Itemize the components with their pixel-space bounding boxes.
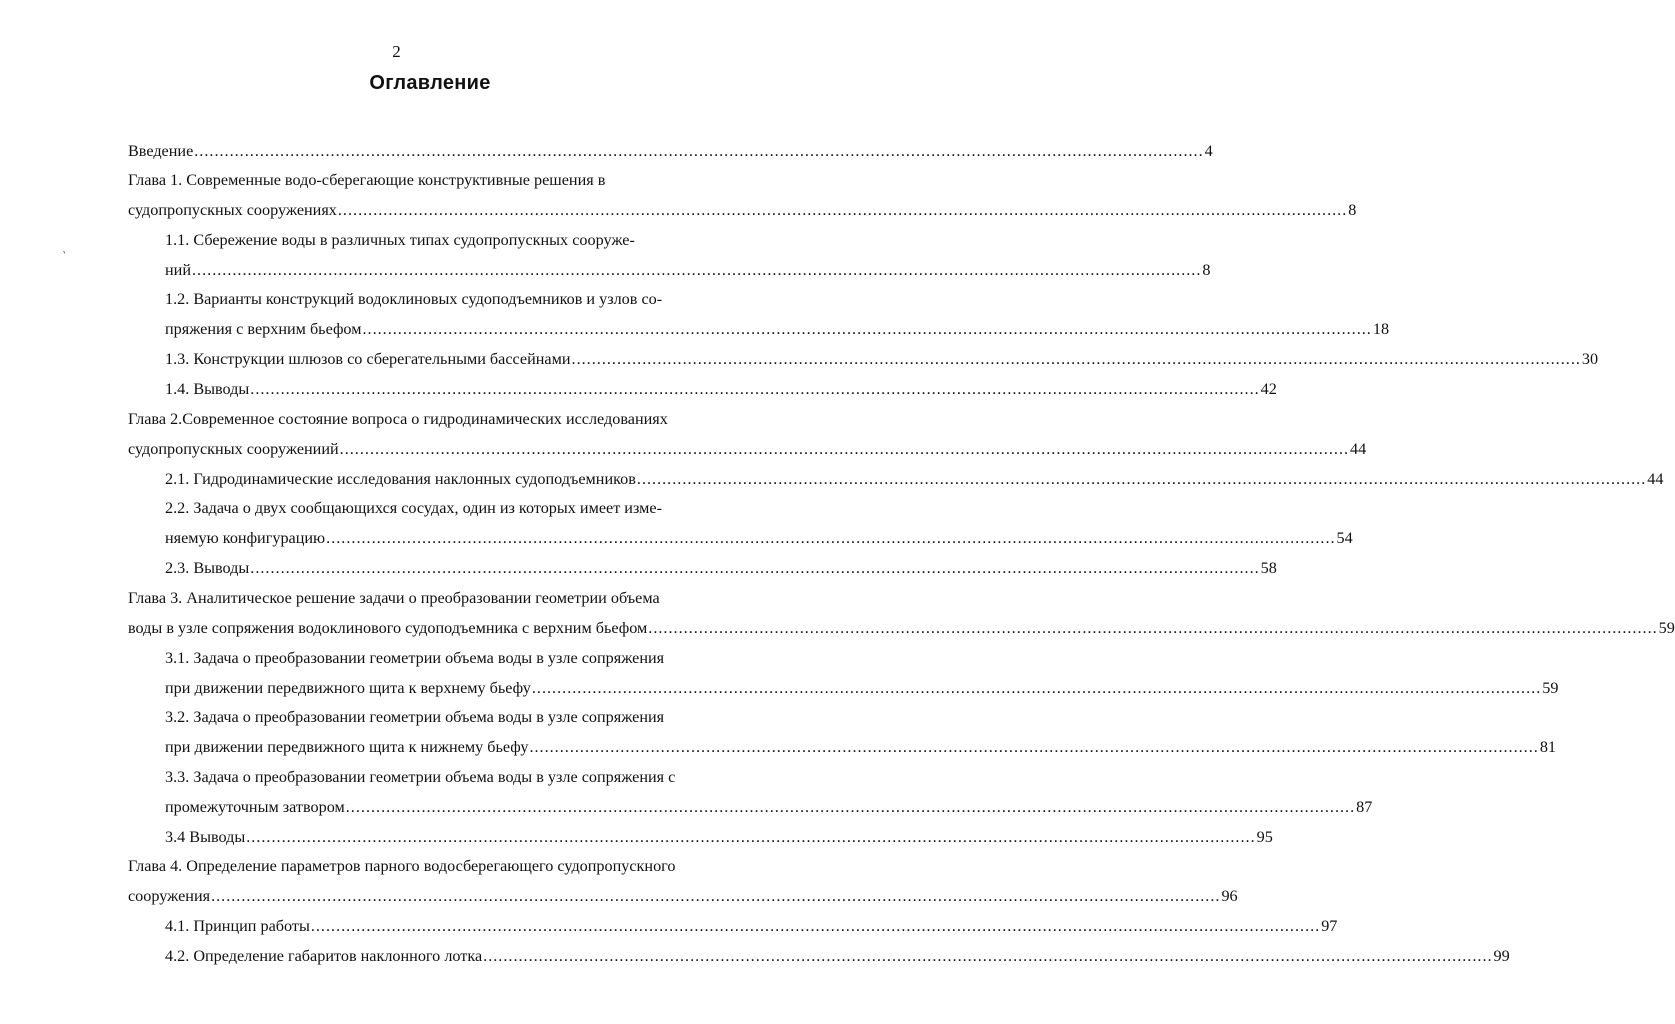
toc-page-number: 99 (1493, 947, 1510, 965)
toc-entry-text: Глава 2.Современное состояние вопроса о гидродинамических исследованиях (128, 410, 668, 428)
toc-entry (165, 376, 1277, 402)
toc-page-number: 96 (1221, 887, 1238, 905)
toc-entry (165, 913, 1338, 939)
toc-page-number: 8 (1348, 201, 1357, 219)
dot-leader: ........................................................................................................................................................................................................ (211, 887, 1221, 905)
toc-entry-text: 1.1. Сбережение воды в различных типах судопропускных сооруже- (165, 231, 635, 249)
toc-page-number: 30 (1581, 350, 1599, 368)
toc-entry-text: Глава 4. Определение параметров парного водосберегающего судопропускного (128, 857, 676, 875)
toc-page-number: 44 (1647, 470, 1664, 488)
dot-leader: ........................................................................................................................................................................................................ (636, 470, 1647, 488)
toc-entry (128, 883, 1238, 909)
toc-entry-text: 3.3. Задача о преобразовании геометрии объема воды в узле сопряжения с (165, 768, 676, 786)
dot-leader: ........................................................................................................................................................................................................ (326, 529, 1336, 547)
toc-entry (165, 824, 1273, 850)
dot-leader: ........................................................................................................................................................................................................ (362, 320, 1372, 338)
toc-page-number: 59 (1658, 619, 1675, 637)
toc-entry (165, 675, 1559, 701)
toc-page-number: 8 (1202, 261, 1211, 279)
toc-entry-text: судопропускных сооружениий (128, 440, 339, 458)
toc-page-number: 81 (1539, 738, 1556, 756)
dot-leader: ........................................................................................................................................................................................................ (246, 828, 1256, 846)
toc-page-number: 97 (1321, 917, 1338, 935)
dot-leader: ........................................................................................................................................................................................................ (250, 559, 1260, 577)
toc-entry-text: 2.3. Выводы (165, 559, 250, 577)
dot-leader: ........................................................................................................................................................................................................ (337, 201, 1348, 219)
toc-entry (165, 555, 1277, 581)
toc-entry-text: сооружения (128, 887, 211, 905)
dot-leader: ........................................................................................................................................................................................................ (345, 798, 1356, 816)
toc-entry (165, 794, 1373, 820)
toc-entry-text: няемую конфигурацию (165, 529, 326, 547)
toc-entry-text: пряжения с верхним бьефом (165, 320, 362, 338)
dot-leader: ........................................................................................................................................................................................................ (529, 738, 1539, 756)
toc-entry-text: 2.2. Задача о двух сообщающихся сосудах, один из которых имеет изме- (165, 499, 662, 517)
toc-entry-text: 1.2. Варианты конструкций водоклиновых судоподъемников и узлов со- (165, 290, 663, 308)
page-number: 2 (392, 42, 401, 61)
toc-entry-text: 3.4 Выводы (165, 828, 246, 846)
toc-entry (165, 346, 1599, 372)
dot-leader: ........................................................................................................................................................................................................ (571, 350, 1581, 368)
toc-entry-text: 3.2. Задача о преобразовании геометрии объема воды в узле сопряжения (165, 708, 665, 726)
toc-entry-text: промежуточным затвором (165, 798, 345, 816)
toc-page-number: 18 (1372, 320, 1390, 338)
toc-entry-text: 4.2. Определение габаритов наклонного лотка (165, 947, 483, 965)
dot-leader: ........................................................................................................................................................................................................ (531, 679, 1542, 697)
toc-entry-text: Введение (128, 142, 194, 160)
toc-entry-text: ний (165, 261, 191, 279)
toc-entry (165, 943, 1510, 969)
toc-entry-text: 4.1. Принцип работы (165, 917, 310, 935)
margin-mark: ˏ (61, 239, 71, 255)
toc-entry-text: судопропускных сооружениях (128, 201, 337, 219)
toc-page-number: 4 (1204, 142, 1213, 160)
toc-page-number: 87 (1356, 798, 1373, 816)
toc-page-number: 59 (1542, 679, 1559, 697)
toc-entry (165, 257, 1211, 283)
toc-entry-text: при движении передвижного щита к верхнему бьефу (165, 679, 531, 697)
dot-leader: ........................................................................................................................................................................................................ (194, 142, 1204, 160)
toc-entry (128, 615, 1675, 641)
toc-entry-text: 1.4. Выводы (165, 380, 250, 398)
toc-entry (165, 525, 1353, 551)
dot-leader: ........................................................................................................................................................................................................ (310, 917, 1321, 935)
dot-leader: ........................................................................................................................................................................................................ (192, 261, 1202, 279)
toc-entry-text: воды в узле сопряжения водоклинового судоподъемника с верхним бьефом (128, 619, 648, 637)
toc-entry (128, 436, 1367, 462)
toc-entry-text: Глава 1. Современные водо-сберегающие конструктивные решения в (128, 171, 606, 189)
toc-entry-text: 1.3. Конструкции шлюзов со сберегательными бассейнами (165, 350, 571, 368)
toc-page-number: 58 (1260, 559, 1277, 577)
toc-entry (165, 316, 1390, 342)
dot-leader: ........................................................................................................................................................................................................ (250, 380, 1260, 398)
toc-entry-text: 3.1. Задача о преобразовании геометрии объема воды в узле сопряжения (165, 649, 665, 667)
toc-entry (165, 466, 1664, 492)
toc-page-number: 95 (1256, 828, 1273, 846)
toc-entry (128, 138, 1213, 164)
toc-page-number: 54 (1336, 529, 1353, 547)
toc-entry-text: при движении передвижного щита к нижнему бьефу (165, 738, 529, 756)
page-title: Оглавление (369, 72, 491, 94)
toc-entry-text: 2.1. Гидродинамические исследования наклонных судоподъемников (165, 470, 636, 488)
dot-leader: ........................................................................................................................................................................................................ (339, 440, 1350, 458)
toc-page-number: 44 (1350, 440, 1367, 458)
toc-entry (165, 734, 1556, 760)
toc-entry (128, 197, 1357, 223)
dot-leader: ........................................................................................................................................................................................................ (483, 947, 1493, 965)
toc-page-number: 42 (1260, 380, 1277, 398)
dot-leader: ........................................................................................................................................................................................................ (648, 619, 1658, 637)
toc-entry-text: Глава 3. Аналитическое решение задачи о преобразовании геометрии объема (128, 589, 660, 607)
